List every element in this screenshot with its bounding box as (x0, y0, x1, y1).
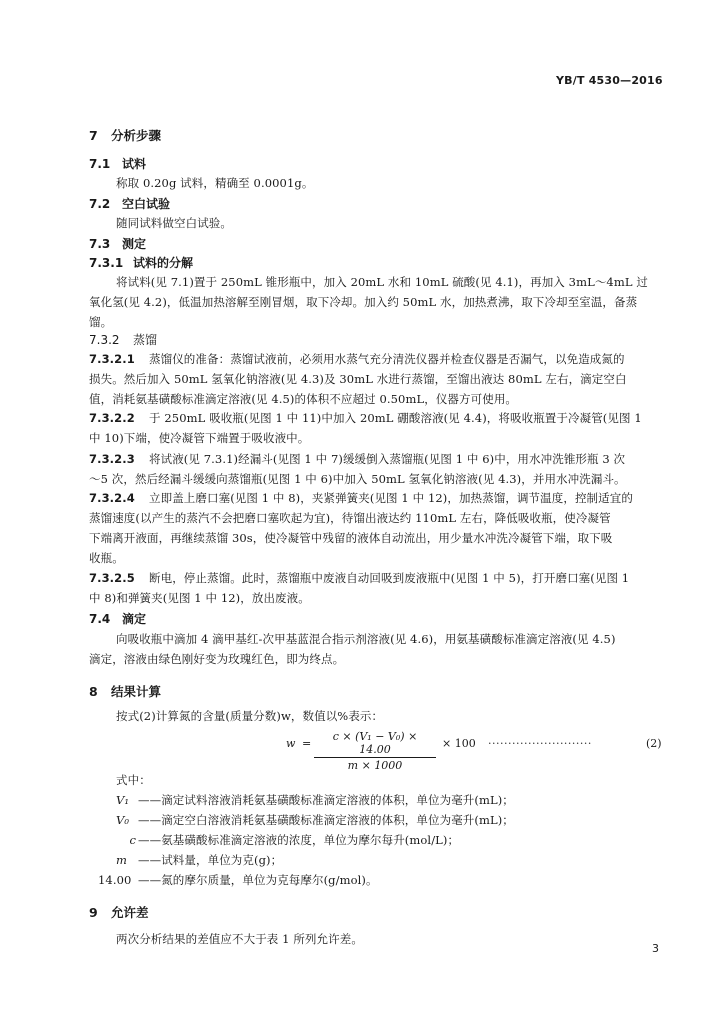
paragraph-7-3-2-4-line-4: 收瓶。 (89, 551, 124, 565)
formula-leader-dots: ·························· (488, 737, 592, 750)
section-title: 试料的分解 (133, 256, 194, 270)
paragraph-7-3-2-4-line-1 (89, 490, 633, 506)
paragraph-7-3-2-1-line-2: 损失。然后加入 50mL 氢氧化钠溶液(见 4.3)及 30mL 水进行蒸馏，至馏出液达 80mL 左右，滴定空白 (89, 372, 627, 386)
variable-m (116, 852, 282, 868)
section-title: 结果计算 (111, 684, 162, 699)
calculation-intro: 按式(2)计算氮的含量(质量分数)w，数值以%表示： (116, 709, 384, 723)
clause-number: 7.3.2.1 (89, 352, 135, 366)
formula-fraction (314, 730, 436, 772)
section-7-3-1-heading (89, 255, 193, 271)
paragraph-7-3-2-5-line-1 (89, 570, 629, 586)
section-number: 7.1 (89, 157, 111, 171)
section-7-3-2-heading (89, 332, 157, 348)
sample-weighing-text: 称取 0.20g 试料，精确至 0.0001g。 (116, 176, 314, 190)
variable-symbol: V₁ (116, 793, 130, 807)
paragraph-7-3-2-4-line-2: 蒸馏速度(以产生的蒸汽不会把磨口塞吹起为宜)，待馏出液达约 110mL 左右，降低吸收瓶，使冷凝管 (89, 511, 611, 525)
paragraph-7-3-2-3-line-2: ～5 次，然后经漏斗缓缓向蒸馏瓶(见图 1 中 6)中加入 50mL 氢氧化钠溶液(见 4.3)，并用水冲洗漏斗。 (89, 472, 626, 486)
variable-symbol: c (129, 833, 136, 847)
section-title: 滴定 (122, 612, 147, 626)
clause-number: 7.3.2.2 (89, 411, 135, 425)
section-title: 分析步骤 (111, 128, 162, 143)
paragraph-7-3-2-3-line-1 (89, 451, 625, 467)
tolerance-text: 两次分析结果的差值应不大于表 1 所列允许差。 (116, 932, 363, 946)
section-number: 8 (89, 684, 98, 699)
paragraph-7-3-2-2-line-1 (89, 410, 642, 426)
section-number: 7.3.1 (89, 256, 124, 270)
variable-v1 (116, 792, 514, 808)
section-9-heading (89, 905, 149, 921)
section-7-1-heading (89, 156, 146, 172)
section-title: 蒸馏 (133, 333, 158, 347)
section-7-2-heading (89, 196, 170, 212)
formula-denominator: m × 1000 (347, 759, 403, 772)
variable-description: ——氮的摩尔质量，单位为克每摩尔(g/mol)。 (138, 873, 378, 887)
section-7-3-heading (89, 236, 146, 252)
variable-description: ——氨基磺酸标准滴定溶液的浓度，单位为摩尔每升(mol/L)； (138, 833, 460, 847)
clause-text: 蒸馏仪的准备：蒸馏试液前，必须用水蒸气充分清洗仪器并检查仪器是否漏气，以免造成氮的 (149, 352, 625, 366)
section-number: 7.3.2 (89, 333, 120, 347)
clause-number: 7.3.2.4 (89, 491, 135, 505)
section-number: 9 (89, 905, 98, 920)
clause-number: 7.3.2.5 (89, 571, 135, 585)
paragraph-7-3-2-2-line-2: 中 10)下端，使冷凝管下端置于吸收液中。 (89, 431, 310, 445)
section-number: 7 (89, 128, 98, 143)
formula-lhs: w (286, 737, 296, 750)
titration-line-1: 向吸收瓶中滴加 4 滴甲基红-次甲基蓝混合指示剂溶液(见 4.6)，用氨基磺酸标准滴定溶液(见 4.5) (116, 632, 616, 646)
clause-text: 断电，停止蒸馏。此时，蒸馏瓶中废液自动回吸到废液瓶中(见图 1 中 5)，打开磨口塞(见图 1 (149, 571, 630, 585)
paragraph-7-3-2-1-line-1 (89, 351, 625, 367)
paragraph-7-3-2-1-line-3: 值，消耗氨基磺酸标准滴定溶液(见 4.5)的体积不应超过 0.50mL，仪器方可使用。 (89, 392, 518, 406)
section-7-4-heading (89, 611, 146, 627)
formula-equation-number: (2) (646, 737, 662, 750)
clause-number: 7.3.2.3 (89, 452, 135, 466)
clause-text: 立即盖上磨口塞(见图 1 中 8)，夹紧弹簧夹(见图 1 中 12)，加热蒸馏，调节温度，控制适宜的 (149, 491, 633, 505)
section-7-heading (89, 128, 161, 144)
section-number: 7.3 (89, 237, 111, 251)
blank-test-text: 随同试料做空白试验。 (116, 216, 232, 230)
variable-molar-mass (98, 872, 378, 888)
formula-numerator: c × (V₁ − V₀) × 14.00 (314, 730, 436, 758)
document-code: YB/T 4530—2016 (556, 74, 663, 87)
variable-v0 (116, 812, 514, 828)
section-title: 试料 (122, 157, 147, 171)
formula-equals: = (302, 737, 312, 750)
variable-description: ——试料量，单位为克(g)； (138, 853, 283, 867)
section-title: 测定 (122, 237, 147, 251)
section-title: 空白试验 (122, 197, 171, 211)
formula-tail: × 100 (442, 737, 476, 750)
clause-text: 将试液(见 7.3.1)经漏斗(见图 1 中 7)缓缓倒入蒸馏瓶(见图 1 中 6)中，用水冲洗锥形瓶 3 次 (149, 452, 626, 466)
paragraph-7-3-2-4-line-3: 下端离开液面，再继续蒸馏 30s，使冷凝管中残留的液体自动流出，用少量水冲洗冷凝管下端，取下吸 (89, 531, 613, 545)
titration-line-2: 滴定，溶液由绿色刚好变为玫瑰红色，即为终点。 (89, 652, 345, 666)
decomposition-line-2: 氧化氢(见 4.2)，低温加热溶解至刚冒烟，取下冷却。加入约 50mL 水，加热煮沸，取下冷却至室温，备蒸 (89, 295, 638, 309)
paragraph-7-3-2-5-line-2: 中 8)和弹簧夹(见图 1 中 12)，放出废液。 (89, 591, 310, 605)
decomposition-line-3: 馏。 (89, 315, 113, 329)
variable-symbol: V₀ (116, 813, 130, 827)
section-number: 7.4 (89, 612, 111, 626)
variable-c (116, 832, 459, 848)
section-8-heading (89, 684, 161, 700)
variable-symbol: m (116, 853, 128, 867)
decomposition-line-1: 将试料(见 7.1)置于 250mL 锥形瓶中，加入 20mL 水和 10mL 硫酸(见 4.1)，再加入 3mL～4mL 过 (116, 275, 648, 289)
page-number: 3 (652, 942, 659, 955)
clause-text: 于 250mL 吸收瓶(见图 1 中 11)中加入 20mL 硼酸溶液(见 4.4)，将吸收瓶置于冷凝管(见图 1 (149, 411, 642, 425)
section-number: 7.2 (89, 197, 111, 211)
where-label: 式中： (116, 773, 151, 787)
variable-description: ——滴定试料溶液消耗氨基磺酸标准滴定溶液的体积，单位为毫升(mL)； (138, 793, 514, 807)
variable-description: ——滴定空白溶液消耗氨基磺酸标准滴定溶液的体积，单位为毫升(mL)； (138, 813, 514, 827)
section-title: 允许差 (111, 905, 149, 920)
variable-symbol: 14.00 (98, 873, 132, 887)
